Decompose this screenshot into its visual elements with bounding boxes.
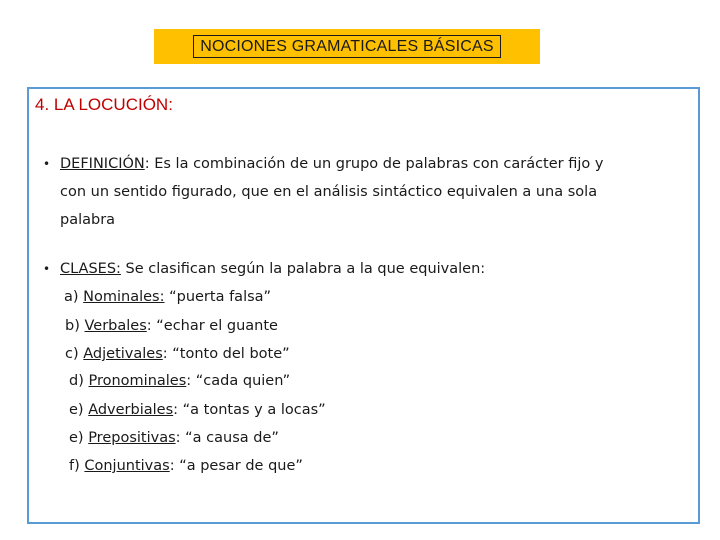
classes-intro: Se clasifican según la palabra a la que equivalen: [120, 261, 486, 277]
section-title: 4. LA LOCUCIÓN: [35, 95, 173, 114]
list-item: d) Pronominales: “cada quien” [69, 373, 291, 389]
header-title-box [154, 29, 540, 64]
definition-text-line2: con un sentido figurado, que en el análisis sintáctico equivalen a una sola [60, 184, 598, 200]
list-item: a) Nominales: “puerta falsa” [64, 289, 272, 305]
definition-text-line3: palabra [60, 212, 116, 228]
classes-term: CLASES: [60, 261, 121, 277]
bullet-icon: • [42, 262, 51, 276]
definition-term: DEFINICIÓN [60, 156, 145, 172]
list-item: c) Adjetivales: “tonto del bote” [65, 346, 290, 362]
list-item: e) Prepositivas: “a causa de” [69, 430, 279, 446]
bullet-icon: • [42, 157, 51, 171]
definition-text-line1: : Es la combinación de un grupo de palabras con carácter fijo y [144, 156, 604, 172]
classes-block [33, 255, 680, 283]
page-title: NOCIONES GRAMATICALES BÁSICAS [193, 35, 501, 58]
list-item: b) Verbales: “echar el guante [65, 318, 278, 334]
list-item: f) Conjuntivas: “a pesar de que” [69, 458, 303, 474]
list-item: e) Adverbiales: “a tontas y a locas” [69, 402, 326, 418]
content-box [27, 87, 700, 524]
definition-block [33, 150, 680, 234]
